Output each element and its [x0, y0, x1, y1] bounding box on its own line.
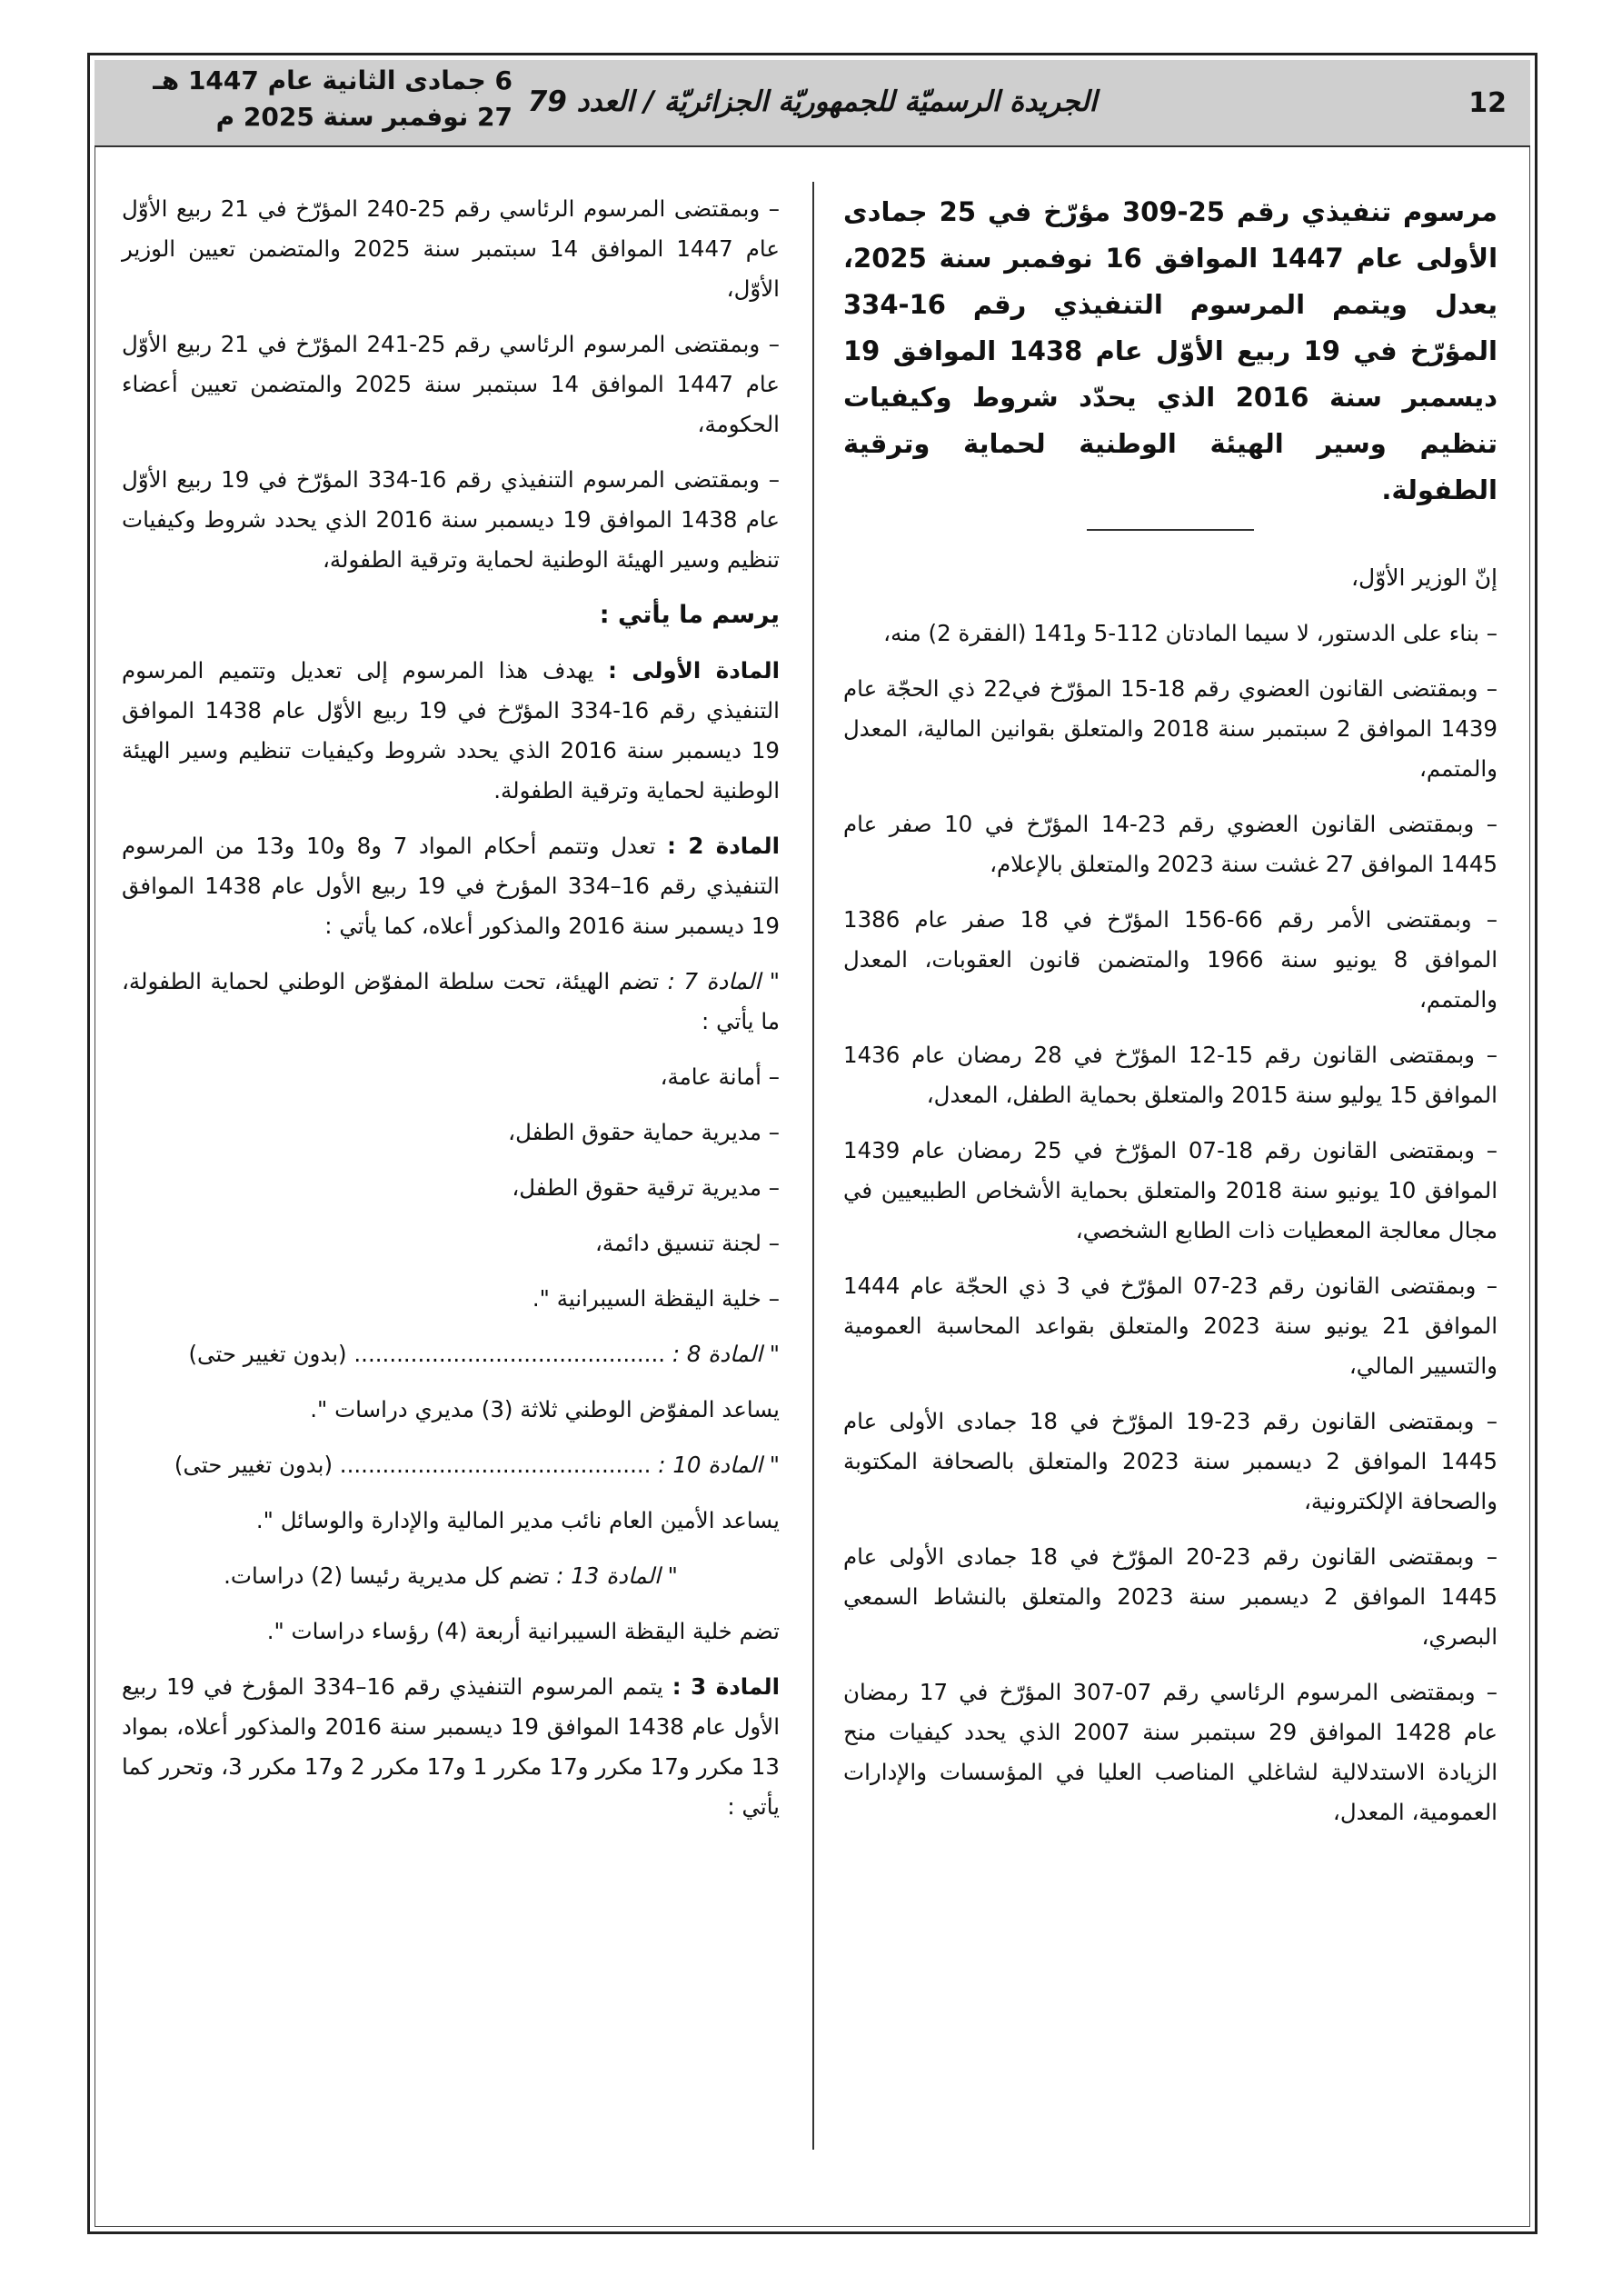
visa-paragraph: – وبمقتضى المرسوم الرئاسي رقم 25-240 المؤرّخ في 21 ربيع الأوّل عام 1447 الموافق 14 سبتمبر سنة 2025 والمتضمن تعيين الوزير الأوّل، — [122, 195, 780, 302]
article-2-label: المادة 2 : — [667, 833, 781, 859]
article-13-text: تضم كل مديرية رئيسا (2) دراسات. — [224, 1562, 550, 1589]
list-item: – خلية اليقظة السيبرانية ". — [532, 1285, 780, 1312]
visa-paragraph: – وبمقتضى الأمر رقم 66-156 المؤرّخ في 18 صفر عام 1386 الموافق 8 يونيو سنة 1966 والمتضمن قانون العقوبات، المعدل والمتمم، — [843, 906, 1498, 1013]
visa-paragraph: – وبمقتضى المرسوم الرئاسي رقم 25-241 المؤرّخ في 21 ربيع الأوّل عام 1447 الموافق 14 سبتمبر سنة 2025 والمتضمن تعيين أعضاء الحكومة، — [122, 331, 781, 437]
article-10-label: " المادة 10 : — [658, 1452, 780, 1478]
visa-paragraph: – بناء على الدستور، لا سيما المادتان 112-5 و141 (الفقرة 2) منه، — [883, 620, 1498, 646]
article-2-text: تعدل وتتمم أحكام المواد 7 و8 و10 و13 من المرسوم التنفيذي رقم 16–334 المؤرخ في 19 ربيع الأول عام 1438 الموافق 19 ديسمبر سنة 2016 والمذكور أعلاه، كما يأتي : — [122, 833, 780, 939]
list-item: – مديرية حماية حقوق الطفل، — [508, 1119, 780, 1145]
visa-paragraph: – وبمقتضى المرسوم التنفيذي رقم 16-334 المؤرّخ في 19 ربيع الأوّل عام 1438 الموافق 19 ديسمبر سنة 2016 الذي يحدد شروط وكيفيات تنظيم وسير الهيئة الوطنية لحماية وترقية الطفولة، — [122, 466, 780, 573]
article-8-label: " المادة 8 : — [672, 1341, 780, 1367]
list-item: – مديرية ترقية حقوق الطفل، — [512, 1174, 780, 1201]
visa-paragraph: – وبمقتضى القانون رقم 23-19 المؤرّخ في 18 جمادى الأولى عام 1445 الموافق 2 ديسمبر سنة 2023 والمتعلق بالصحافة المكتوبة والصحافة الإلكترونية، — [843, 1408, 1498, 1514]
right-column — [843, 189, 1498, 1848]
article-8-text: يساعد المفوّض الوطني ثلاثة (3) مديري دراسات ". — [310, 1396, 780, 1423]
visa-paragraph: – وبمقتضى المرسوم الرئاسي رقم 07-307 المؤرّخ في 17 رمضان عام 1428 الموافق 29 سبتمبر سنة 2007 الذي يحدد كيفيات منح الزيادة الاستدلالية لشاغلي المناصب العليا في المؤسسات والإدارات العمومية، المعدل، — [843, 1679, 1498, 1825]
gregorian-date: 27 نوفمبر سنة 2025 م — [215, 102, 512, 132]
article-13-quote — [122, 1556, 780, 1596]
visa-paragraph: – وبمقتضى القانون العضوي رقم 23-14 المؤرّخ في 10 صفر عام 1445 الموافق 27 غشت سنة 2023 والمتعلق بالإعلام، — [843, 811, 1498, 877]
article-1 — [122, 651, 780, 811]
visa-paragraph: – وبمقتضى القانون رقم 15-12 المؤرّخ في 28 رمضان عام 1436 الموافق 15 يوليو سنة 2015 والمتعلق بحماية الطفل، المعدل، — [843, 1042, 1498, 1108]
lead-line: إنّ الوزير الأوّل، — [1350, 564, 1498, 591]
page-number: 12 — [1468, 87, 1507, 119]
decree-title: مرسوم تنفيذي رقم 25-309 مؤرّخ في 25 جمادى الأولى عام 1447 الموافق 16 نوفمبر سنة 2025، يعدل ويتمم المرسوم التنفيذي رقم 16-334 المؤرّخ في 19 ربيع الأوّل عام 1438 الموافق 19 ديسمبر سنة 2016 الذي يحدّد شروط وكيفيات تنظيم وسير الهيئة الوطنية لحماية وترقية الطفولة. — [843, 196, 1498, 505]
article-8-unchanged: ............................................ (بدون تغيير حتى) — [188, 1341, 666, 1367]
article-2 — [122, 826, 780, 946]
article-3-label: المادة 3 : — [672, 1673, 781, 1700]
decrees-heading: يرسم ما يأتي : — [599, 601, 780, 629]
article-3 — [122, 1667, 780, 1827]
visa-paragraph: – وبمقتضى القانون رقم 23-07 المؤرّخ في 3 ذي الحجّة عام 1444 الموافق 21 يونيو سنة 2023 والمتعلق بقواعد المحاسبة العمومية والتسيير المالي، — [843, 1273, 1498, 1379]
article-10-unchanged: ............................................ (بدون تغيير حتى) — [174, 1452, 652, 1478]
article-3-text: يتمم المرسوم التنفيذي رقم 16–334 المؤرخ في 19 ربيع الأول عام 1438 الموافق 19 ديسمبر سنة 2016 والمذكور أعلاه، بمواد 13 مكرر و17 مكرر و17 مكرر 1 و17 مكرر 2 و17 مكرر 3، وتحرر كما يأتي : — [122, 1673, 780, 1820]
page-header — [95, 60, 1530, 147]
article-10-text: يساعد الأمين العام نائب مدير المالية والإدارة والوسائل ". — [255, 1507, 780, 1533]
article-13-text-2: تضم خلية اليقظة السيبرانية أربعة (4) رؤساء دراسات ". — [266, 1618, 780, 1644]
journal-title: الجريدة الرسميّة للجمهوريّة الجزائريّة / العدد 79 — [527, 85, 1098, 118]
list-item: – أمانة عامة، — [660, 1063, 780, 1090]
article-13-label: " المادة 13 : — [556, 1562, 678, 1589]
article-7-quote — [122, 962, 780, 1042]
left-column — [122, 189, 780, 1842]
hijri-date: 6 جمادى الثانية عام 1447 هـ — [153, 65, 512, 95]
title-separator — [1087, 529, 1254, 531]
article-7-text: تضم الهيئة، تحت سلطة المفوّض الوطني لحماية الطفولة، ما يأتي : — [122, 968, 780, 1034]
article-1-label: المادة الأولى : — [608, 657, 780, 684]
article-7-label: " المادة 7 : — [667, 968, 780, 994]
article-8-quote — [122, 1334, 780, 1374]
visa-paragraph: – وبمقتضى القانون رقم 18-07 المؤرّخ في 25 رمضان عام 1439 الموافق 10 يونيو سنة 2018 والمتعلق بحماية الأشخاص الطبيعيين في مجال معالجة المعطيات ذات الطابع الشخصي، — [843, 1137, 1498, 1243]
article-1-text: يهدف هذا المرسوم إلى تعديل وتتميم المرسوم التنفيذي رقم 16-334 المؤرّخ في 19 ربيع الأوّل عام 1438 الموافق 19 ديسمبر سنة 2016 الذي يحدد شروط وكيفيات تنظيم وسير الهيئة الوطنية لحماية وترقية الطفولة. — [122, 657, 780, 804]
visa-paragraph: – وبمقتضى القانون رقم 23-20 المؤرّخ في 18 جمادى الأولى عام 1445 الموافق 2 ديسمبر سنة 2023 والمتعلق بالنشاط السمعي البصري، — [843, 1543, 1498, 1650]
list-item: – لجنة تنسيق دائمة، — [594, 1230, 780, 1256]
visa-paragraph: – وبمقتضى القانون العضوي رقم 18-15 المؤرّخ في22 ذي الحجّة عام 1439 الموافق 2 سبتمبر سنة 2018 والمتعلق بقوانين المالية، المعدل والمتمم، — [843, 675, 1498, 782]
column-divider — [812, 182, 814, 2150]
article-10-quote — [122, 1445, 780, 1485]
